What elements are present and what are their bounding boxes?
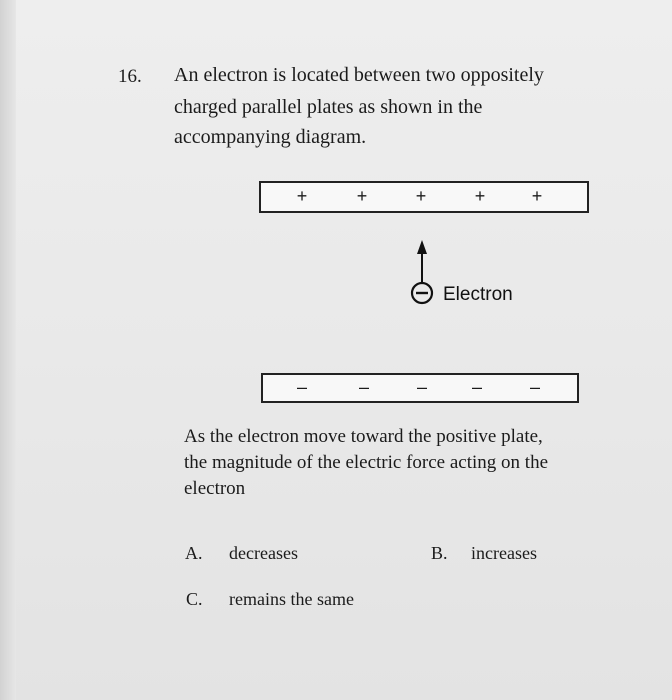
negative-sign: – — [529, 377, 541, 397]
option-letter: C. — [186, 589, 203, 609]
option-text: decreases — [229, 543, 298, 563]
option-b[interactable] — [431, 543, 537, 564]
prompt-line-2: the magnitude of the electric force acting on the — [184, 452, 549, 473]
option-c[interactable] — [186, 589, 354, 610]
negative-sign: – — [416, 377, 428, 397]
positive-sign: + — [415, 186, 427, 206]
page-left-edge — [0, 0, 16, 700]
positive-sign: + — [356, 186, 368, 206]
prompt-line-3: electron — [184, 478, 246, 499]
prompt-line-1: As the electron move toward the positive plate, — [184, 426, 543, 447]
option-text: remains the same — [229, 589, 354, 609]
electron-arrow-head — [417, 240, 427, 254]
option-letter: A. — [185, 543, 203, 563]
positive-sign: + — [531, 186, 543, 206]
question-line-1: An electron is located between two oppositely — [174, 64, 544, 86]
question-number: 16. — [118, 66, 142, 87]
option-letter: B. — [431, 543, 448, 563]
negative-plate — [261, 373, 579, 403]
electron-label: Electron — [443, 284, 513, 305]
option-a[interactable] — [185, 543, 298, 564]
negative-sign: – — [296, 377, 308, 397]
negative-sign: – — [471, 377, 483, 397]
electron-with-arrow — [400, 236, 446, 316]
negative-sign: – — [358, 377, 370, 397]
question-line-2: charged parallel plates as shown in the — [174, 96, 483, 118]
positive-sign: + — [296, 186, 308, 206]
positive-plate — [259, 181, 589, 213]
option-text: increases — [471, 543, 537, 563]
positive-sign: + — [474, 186, 486, 206]
question-line-3: accompanying diagram. — [174, 126, 367, 148]
